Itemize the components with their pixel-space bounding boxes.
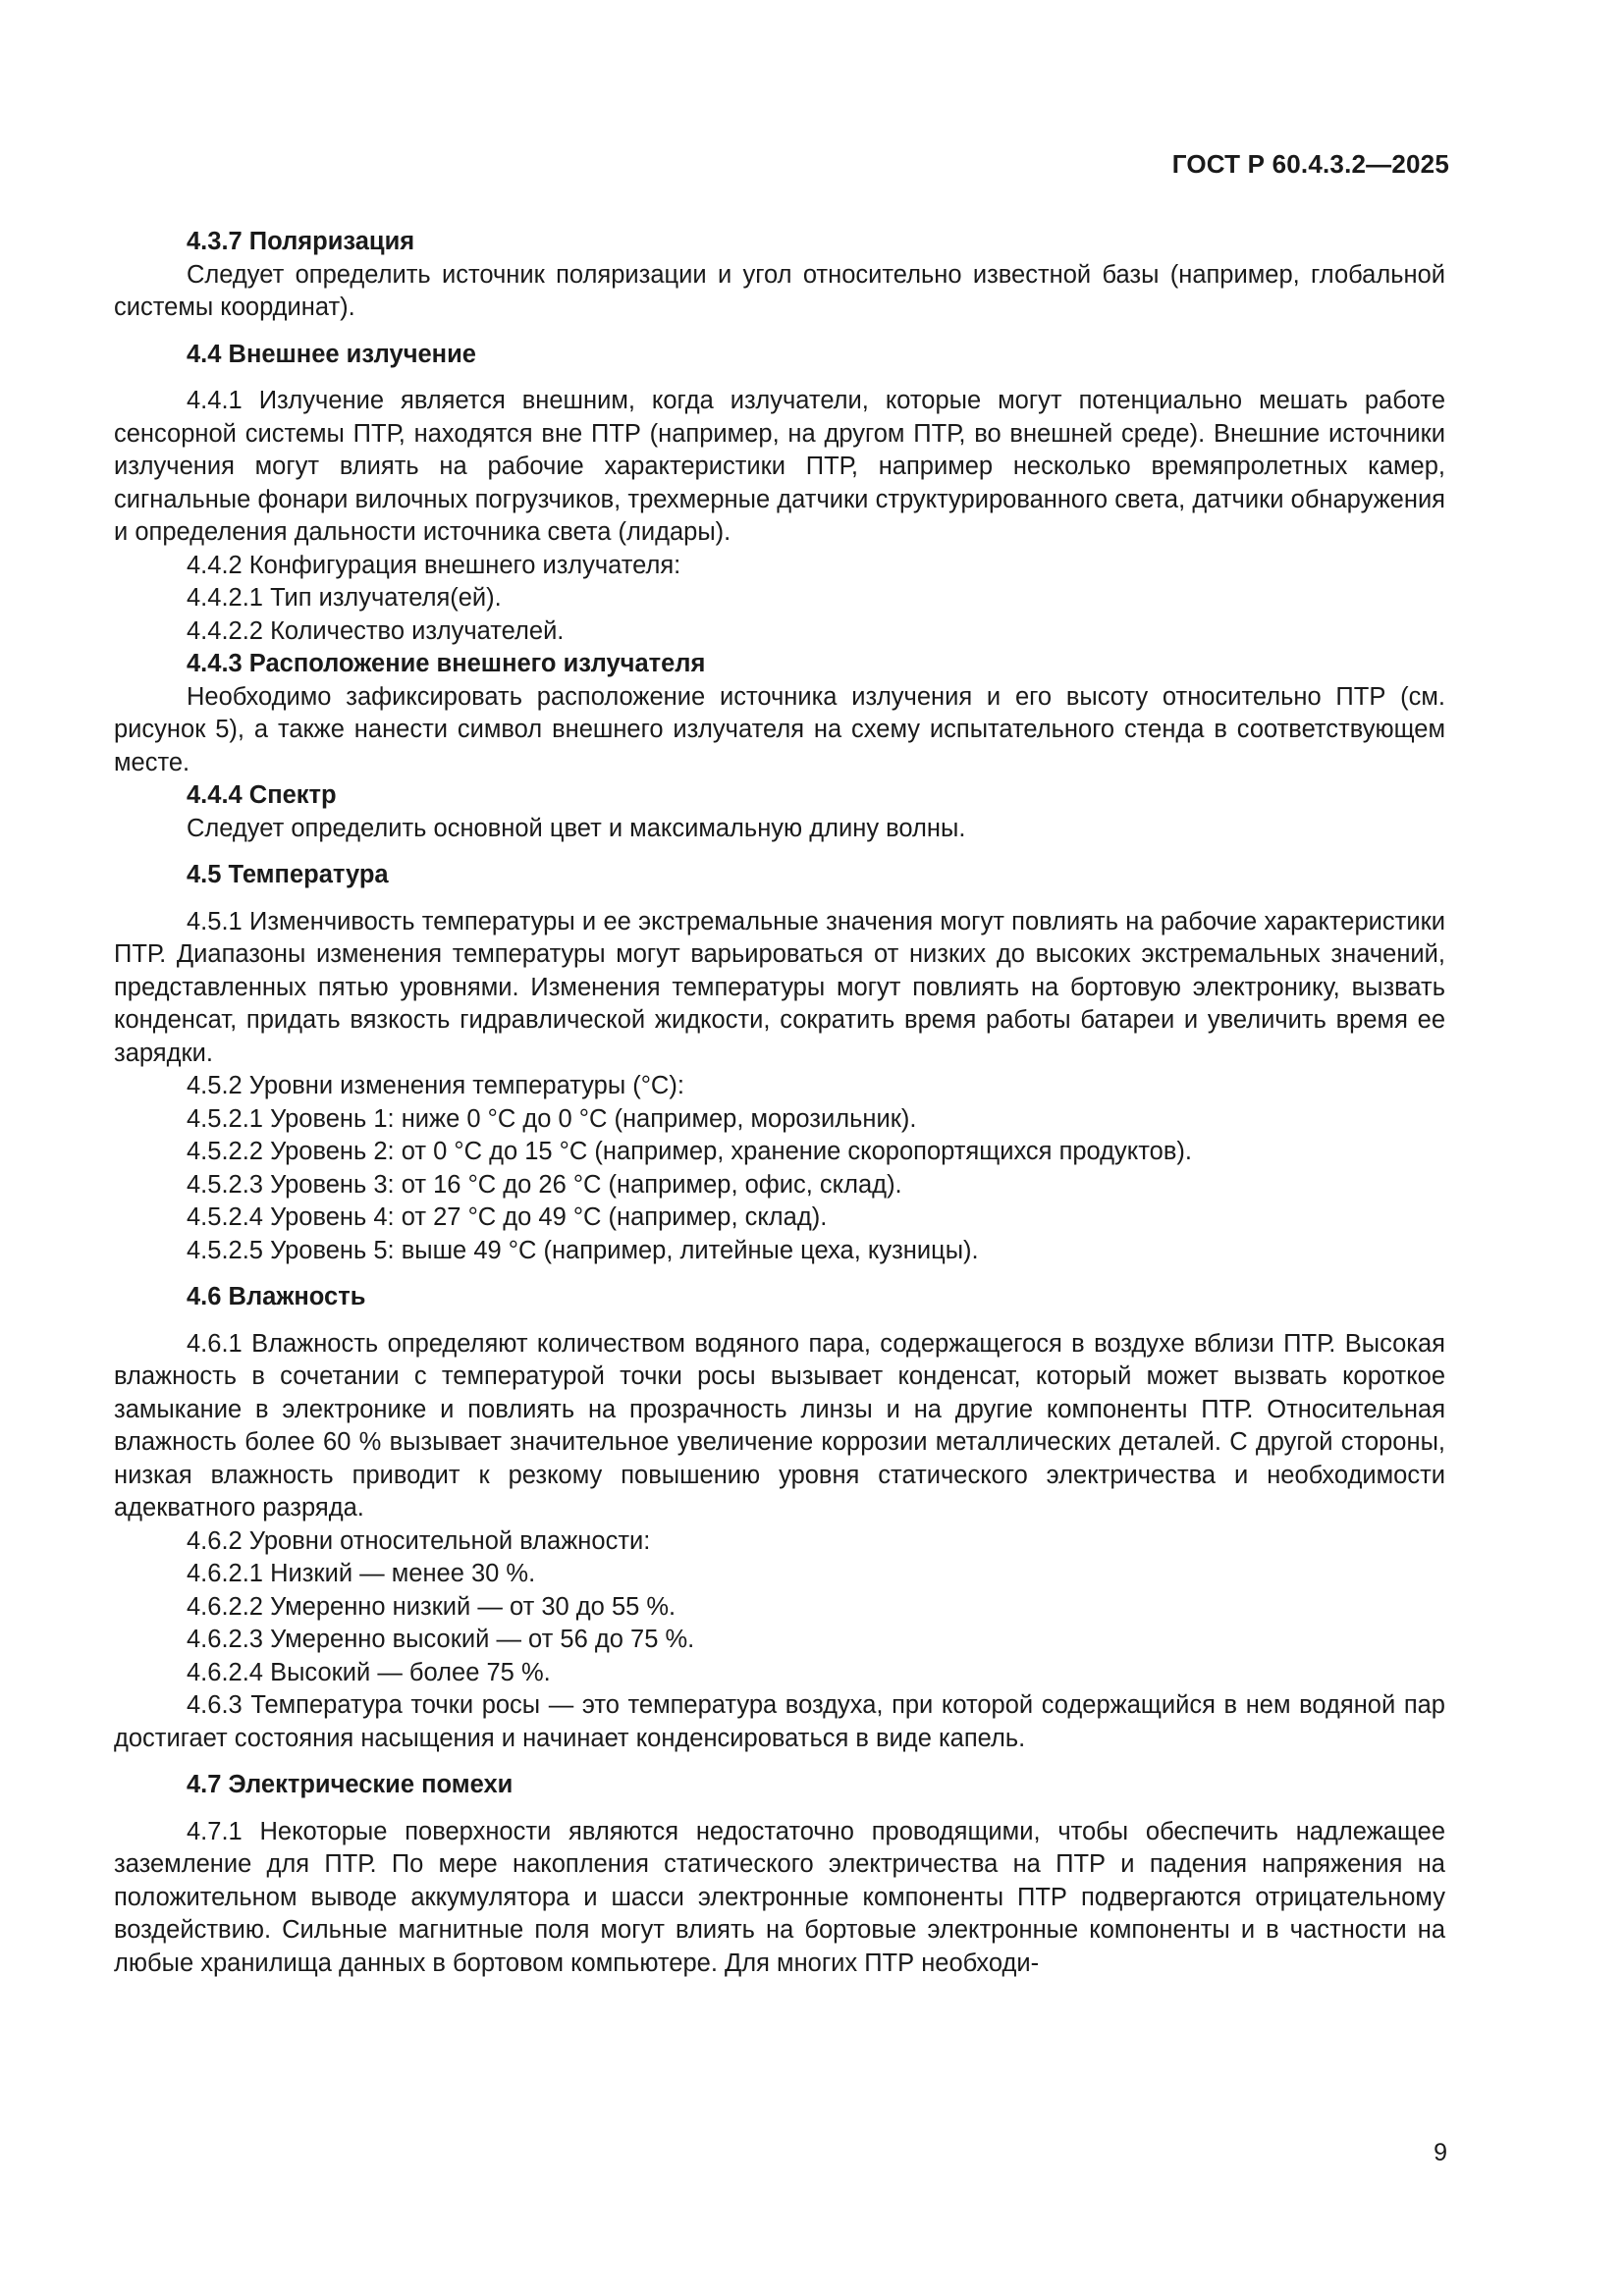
paragraph: Следует определить основной цвет и максимальную длину волны. (187, 814, 966, 842)
paragraph: 4.6.2.3 Умеренно высокий — от 56 до 75 %. (187, 1626, 695, 1653)
subsection-heading: 4.4.4 Спектр (187, 781, 337, 809)
paragraph: 4.6.3 Температура точки росы — это температура воздуха, при которой содержащийся в нем водяной пар достигает состояния насыщения и начинает конденсироваться в виде капель. (114, 1691, 1445, 1752)
paragraph: 4.5.2.3 Уровень 3: от 16 °C до 26 °C (например, офис, склад). (187, 1170, 902, 1199)
document-header: ГОСТ Р 60.4.3.2—2025 (1171, 149, 1449, 179)
paragraph: 4.5.2.4 Уровень 4: от 27 °C до 49 °C (например, склад). (187, 1203, 828, 1231)
page-number: 9 (1434, 2139, 1447, 2166)
paragraph: 4.6.2 Уровни относительной влажности: (187, 1526, 651, 1555)
paragraph: 4.4.2.1 Тип излучателя(ей). (187, 584, 502, 612)
paragraph: 4.5.2.5 Уровень 5: выше 49 °C (например, литейные цеха, кузницы). (187, 1236, 979, 1264)
paragraph: 4.6.1 Влажность определяют количеством водяного пара, содержащегося в воздухе вблизи ПТР. Высокая влажность в сочетании с температурой точки росы вызывает конденсат, который может вызвать короткое замыкание в электронике и повлиять на прозрачность линзы и на другие компоненты ПТР. Относительная влажность более 60 % вызывает значительное увеличение коррозии металлических деталей. С другой стороны, низкая влажность приводит к резкому повышению уровня статического электричества и необходимости адекватного разряда. (114, 1329, 1445, 1522)
paragraph: 4.5.2.2 Уровень 2: от 0 °C до 15 °C (например, хранение скоропортящихся продуктов). (187, 1138, 1192, 1165)
paragraph: 4.5.2.1 Уровень 1: ниже 0 °C до 0 °C (например, морозильник). (187, 1104, 917, 1133)
paragraph: 4.5.1 Изменчивость температуры и ее экстремальные значения могут повлиять на рабочие характеристики ПТР. Диапазоны изменения температуры могут варьироваться от низких до высоких экстремальных значений, представленных пятью уровнями. Изменения температуры могут повлиять на бортовую электронику, вызвать конденсат, придать вязкость гидравлической жидкости, сократить время работы батареи и увеличить время ее зарядки. (114, 907, 1445, 1067)
section-heading: 4.7 Электрические помехи (187, 1771, 514, 1798)
paragraph: Необходимо зафиксировать расположение источника излучения и его высоту относительно ПТР (см. рисунок 5), а также нанести символ внешнего излучателя на схему испытательного стенда в соответствующем месте. (114, 682, 1445, 776)
paragraph: 4.4.2.2 Количество излучателей. (187, 616, 565, 645)
subsection-heading: 4.3.7 Поляризация (187, 228, 415, 255)
paragraph: 4.6.2.4 Высокий — более 75 %. (187, 1658, 551, 1686)
paragraph: 4.7.1 Некоторые поверхности являются недостаточно проводящими, чтобы обеспечить надлежащее заземление для ПТР. По мере накопления статического электричества на ПТР и падения напряжения на положительном выводе аккумулятора и шасси электронные компоненты ПТР подвергаются отрицательному воздействию. Сильные магнитные поля могут влиять на бортовые электронные компоненты и в частности на любые хранилища данных в бортовом компьютере. Для многих ПТР необходи- (114, 1817, 1445, 1977)
section-heading: 4.6 Влажность (187, 1283, 366, 1310)
section-heading: 4.4 Внешнее излучение (187, 340, 476, 368)
document-body (114, 226, 1445, 1980)
paragraph: 4.4.1 Излучение является внешним, когда излучатели, которые могут потенциально мешать работе сенсорной системы ПТР, находятся вне ПТР (например, на другом ПТР, во внешней среде). Внешние источники излучения могут влиять на рабочие характеристики ПТР, например несколько времяпролетных камер, сигнальные фонари вилочных погрузчиков, трехмерные датчики структурированного света, датчики обнаружения и определения дальности источника света (лидары). (114, 387, 1445, 546)
subsection-heading: 4.4.3 Расположение внешнего излучателя (187, 650, 706, 677)
paragraph: Следует определить источник поляризации и угол относительно известной базы (например, глобальной системы координат). (114, 260, 1445, 321)
paragraph: 4.6.2.2 Умеренно низкий — от 30 до 55 %. (187, 1592, 677, 1621)
section-heading: 4.5 Температура (187, 861, 389, 888)
paragraph: 4.6.2.1 Низкий — менее 30 %. (187, 1560, 536, 1587)
paragraph: 4.4.2 Конфигурация внешнего излучателя: (187, 551, 681, 579)
paragraph: 4.5.2 Уровни изменения температуры (°C): (187, 1072, 684, 1099)
